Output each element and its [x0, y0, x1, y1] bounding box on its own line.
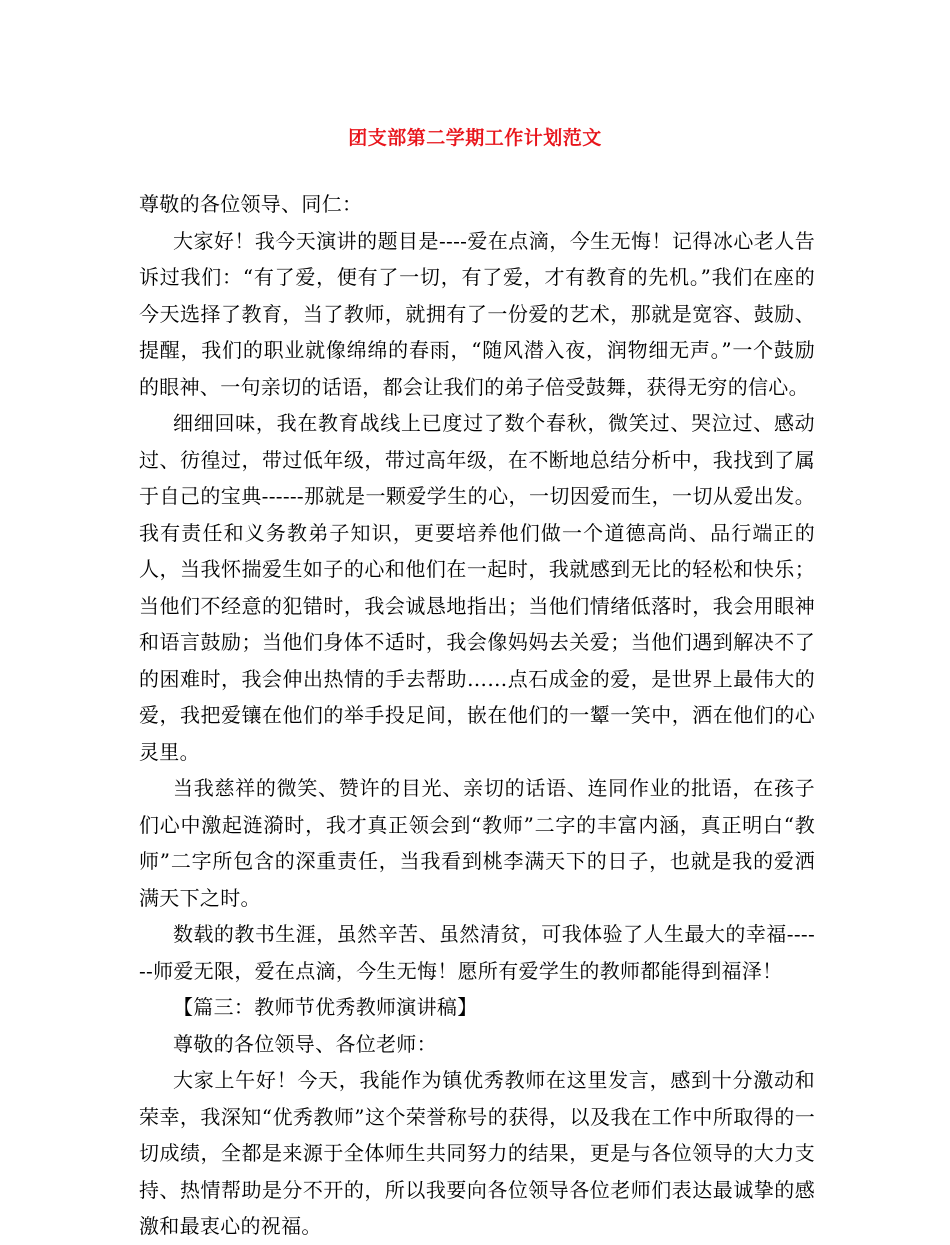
body-paragraph: 数载的教书生涯，虽然辛苦、虽然清贫，可我体验了人生最大的幸福------师爱无限，爱在点滴，今生无悔！愿所有爱学生的教师都能得到福泽！ — [139, 922, 815, 983]
document-body — [139, 186, 815, 1245]
salutation-paragraph: 尊敬的各位领导、同仁： — [139, 192, 363, 216]
salutation-paragraph: 尊敬的各位领导、各位老师： — [173, 1031, 437, 1056]
body-paragraph: 大家上午好！今天，我能作为镇优秀教师在这里发言，感到十分激动和荣幸，我深知“优秀教师”这个荣誉称号的获得，以及我在工作中所取得的一切成绩，全都是来源于全体师生共同努力的结果，更是与各位领导的大力支持、热情帮助是分不开的，所以我要向各位领导各位老师们表达最诚挚的感激和最衷心的祝福。 — [139, 1068, 815, 1238]
document-title: 团支部第二学期工作计划范文 — [348, 127, 602, 149]
body-paragraph: 大家好！我今天演讲的题目是----爱在点滴，今生无悔！记得冰心老人告诉过我们：“有了爱，便有了一切，有了爱，才有教育的先机。”我们在座的今天选择了教育，当了教师，就拥有了一份爱的艺术，那就是宽容、鼓励、提醒，我们的职业就像绵绵的春雨，“随风潜入夜，润物细无声。”一个鼓励的眼神、一句亲切的话语，都会让我们的弟子倍受鼓舞，获得无穷的信心。 — [139, 228, 815, 399]
section-heading: 【篇三：教师节优秀教师演讲稿】 — [173, 995, 478, 1019]
body-paragraph: 当我慈祥的微笑、赞许的目光、亲切的话语、连同作业的批语，在孩子们心中激起涟漪时，我才真正领会到“教师”二字的丰富内涵，真正明白“教师”二字所包含的深重责任，当我看到桃李满天下的日子，也就是我的爱洒满天下之时。 — [139, 776, 815, 910]
body-paragraph: 细细回味，我在教育战线上已度过了数个春秋，微笑过、哭泣过、感动过、彷徨过，带过低年级，带过高年级，在不断地总结分析中，我找到了属于自己的宝典------那就是一颗爱学生的心，一切因爱而生，一切从爱出发。我有责任和义务教弟子知识，更要培养他们做一个道德高尚、品行端正的人，当我怀揣爱生如子的心和他们在一起时，我就感到无比的轻松和快乐；当他们不经意的犯错时，我会诚恳地指出；当他们情绪低落时，我会用眼神和语言鼓励；当他们身体不适时，我会像妈妈去关爱；当他们遇到解决不了的困难时，我会伸出热情的手去帮助……点石成金的爱，是世界上最伟大的爱，我把爱镶在他们的举手投足间，嵌在他们的一颦一笑中，洒在他们的心灵里。 — [139, 411, 815, 764]
